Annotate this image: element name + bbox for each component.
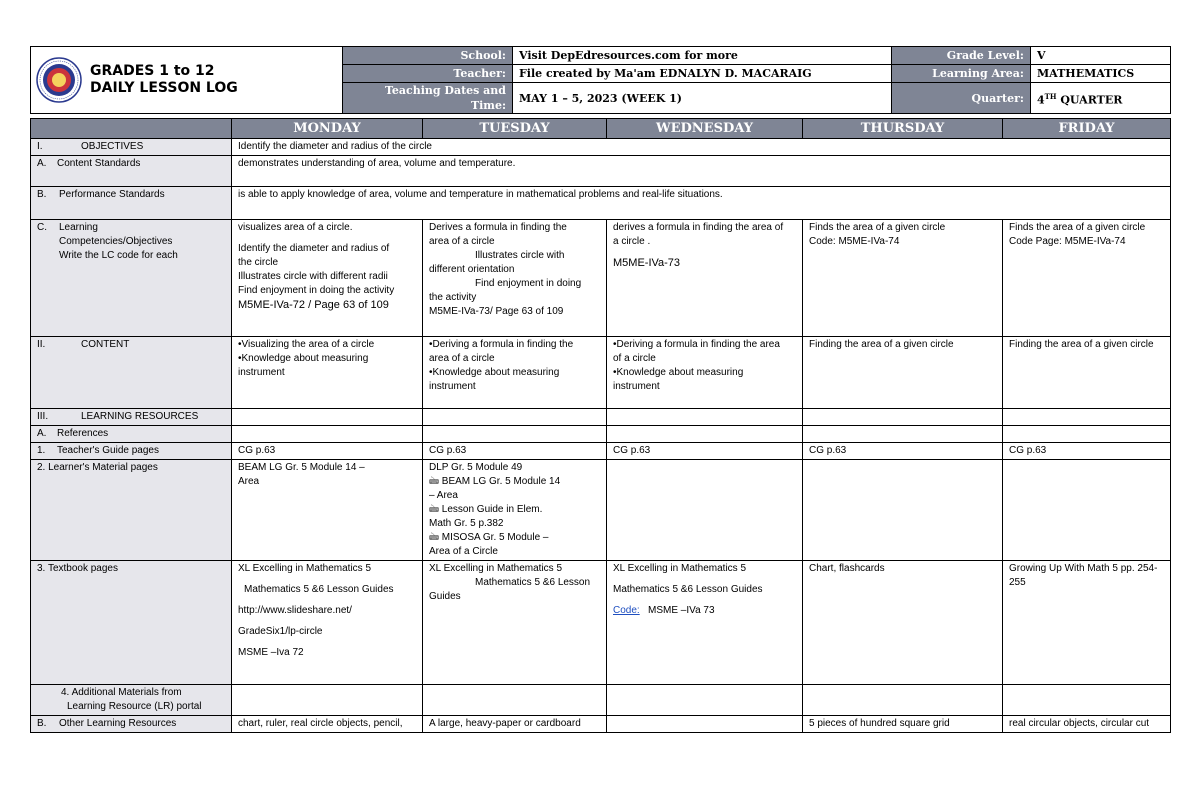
additional-materials-row xyxy=(31,685,1171,716)
lr-wednesday xyxy=(607,409,803,426)
content-standards-row xyxy=(31,156,1171,187)
day-header-corner xyxy=(31,119,232,139)
content-thursday: Finding the area of a given circle xyxy=(803,337,1003,409)
or-wednesday xyxy=(607,716,803,733)
lesson-log-table xyxy=(30,118,1171,733)
lm-wednesday xyxy=(607,460,803,561)
day-friday: FRIDAY xyxy=(1003,119,1171,139)
quarter-value xyxy=(1031,83,1171,114)
am-friday xyxy=(1003,685,1171,716)
learning-resources-row xyxy=(31,409,1171,426)
lm-tuesday: DLP Gr. 5 Module 49 🖮 BEAM LG Gr. 5 Module 14 – Area 🖮 Lesson Guide in Elem. Math Gr. 5 p.382 🖮 MISOSA Gr. 5 Module – Area of a Circle xyxy=(423,460,607,561)
or-monday: chart, ruler, real circle objects, pencil, xyxy=(232,716,423,733)
ref-thursday xyxy=(803,426,1003,443)
lm-monday: BEAM LG Gr. 5 Module 14 – Area xyxy=(232,460,423,561)
school-label: School: xyxy=(343,47,513,65)
code-link[interactable]: Code: xyxy=(613,605,640,616)
am-wednesday xyxy=(607,685,803,716)
content-row xyxy=(31,337,1171,409)
tg-tuesday: CG p.63 xyxy=(423,443,607,460)
competencies-label: C. Learning Competencies/Objectives Write the LC code for each xyxy=(31,220,232,337)
competencies-tuesday: Derives a formula in finding the area of a circle Illustrates circle with different orientation Find enjoyment in doing the activity M5ME-IVa-73/ Page 63 of 109 xyxy=(423,220,607,337)
objectives-row xyxy=(31,139,1171,156)
references-row xyxy=(31,426,1171,443)
performance-standards-text: is able to apply knowledge of area, volume and temperature in mathematical problems and real-life situations. xyxy=(232,187,1171,220)
content-standards-label: A. Content Standards xyxy=(31,156,232,187)
tb-tuesday: XL Excelling in Mathematics 5 Mathematics 5 &6 Lesson Guides xyxy=(423,561,607,685)
or-tuesday: A large, heavy-paper or cardboard xyxy=(423,716,607,733)
log-title-line1: GRADES 1 to 12 xyxy=(90,63,215,79)
objectives-label: I. OBJECTIVES xyxy=(31,139,232,156)
textbook-label: 3. Textbook pages xyxy=(31,561,232,685)
day-tuesday: TUESDAY xyxy=(423,119,607,139)
lr-tuesday xyxy=(423,409,607,426)
or-friday: real circular objects, circular cut xyxy=(1003,716,1171,733)
am-monday xyxy=(232,685,423,716)
teachers-guide-label: 1. Teacher's Guide pages xyxy=(31,443,232,460)
title-block xyxy=(31,47,343,114)
teacher-label: Teacher: xyxy=(343,65,513,83)
lr-friday xyxy=(1003,409,1171,426)
tg-monday: CG p.63 xyxy=(232,443,423,460)
teaching-dates-label: Teaching Dates and Time: xyxy=(343,83,513,114)
performance-standards-label: B. Performance Standards xyxy=(31,187,232,220)
content-label: II. CONTENT xyxy=(31,337,232,409)
day-thursday: THURSDAY xyxy=(803,119,1003,139)
tb-wednesday: XL Excelling in Mathematics 5 Mathematics 5 &6 Lesson Guides Code: MSME –IVa 73 xyxy=(607,561,803,685)
learners-material-label: 2. Learner's Material pages xyxy=(31,460,232,561)
content-monday: •Visualizing the area of a circle •Knowledge about measuring instrument xyxy=(232,337,423,409)
learning-area-label: Learning Area: xyxy=(892,65,1031,83)
day-header-row xyxy=(31,119,1171,139)
teachers-guide-row xyxy=(31,443,1171,460)
content-friday: Finding the area of a given circle xyxy=(1003,337,1171,409)
teaching-dates-value: MAY 1 – 5, 2023 (WEEK 1) xyxy=(513,83,892,114)
grade-level-value: V xyxy=(1031,47,1171,65)
learners-material-row xyxy=(31,460,1171,561)
deped-seal-icon xyxy=(36,57,82,103)
ref-friday xyxy=(1003,426,1171,443)
content-tuesday: •Deriving a formula in finding the area of a circle •Knowledge about measuring instrument xyxy=(423,337,607,409)
tg-thursday: CG p.63 xyxy=(803,443,1003,460)
textbook-row xyxy=(31,561,1171,685)
ref-wednesday xyxy=(607,426,803,443)
lm-friday xyxy=(1003,460,1171,561)
competencies-wednesday: derives a formula in finding the area of a circle . M5ME-IVa-73 xyxy=(607,220,803,337)
competencies-monday: visualizes area of a circle. Identify the diameter and radius of the circle Illustrates circle with different radii Find enjoyment in doing the activity M5ME-IVa-72 / Page 63 of 109 xyxy=(232,220,423,337)
teacher-value: File created by Ma'am EDNALYN D. MACARAIG xyxy=(513,65,892,83)
tb-friday: Growing Up With Math 5 pp. 254- 255 xyxy=(1003,561,1171,685)
ref-monday xyxy=(232,426,423,443)
competencies-row xyxy=(31,220,1171,337)
or-thursday: 5 pieces of hundred square grid xyxy=(803,716,1003,733)
am-thursday xyxy=(803,685,1003,716)
lr-thursday xyxy=(803,409,1003,426)
other-resources-row xyxy=(31,716,1171,733)
ref-tuesday xyxy=(423,426,607,443)
objectives-text: Identify the diameter and radius of the circle xyxy=(232,139,1171,156)
learning-resources-label: III. LEARNING RESOURCES xyxy=(31,409,232,426)
quarter-label: Quarter: xyxy=(892,83,1031,114)
additional-materials-label: 4. Additional Materials from Learning Resource (LR) portal xyxy=(31,685,232,716)
tg-wednesday: CG p.63 xyxy=(607,443,803,460)
tb-thursday: Chart, flashcards xyxy=(803,561,1003,685)
lr-monday xyxy=(232,409,423,426)
tb-monday: XL Excelling in Mathematics 5 Mathematics 5 &6 Lesson Guides http://www.slideshare.net/ GradeSix1/lp-circle MSME –Iva 72 xyxy=(232,561,423,685)
learning-area-value: MATHEMATICS xyxy=(1031,65,1171,83)
other-resources-label: B. Other Learning Resources xyxy=(31,716,232,733)
header-table xyxy=(30,46,1171,114)
competencies-thursday: Finds the area of a given circle Code: M5ME-IVa-74 xyxy=(803,220,1003,337)
references-label: A. References xyxy=(31,426,232,443)
content-standards-text: demonstrates understanding of area, volume and temperature. xyxy=(232,156,1171,187)
log-title-line2: DAILY LESSON LOG xyxy=(90,80,238,96)
quarter-suffix: TH xyxy=(1044,91,1057,101)
quarter-number: 4 xyxy=(1037,93,1045,107)
school-value: Visit DepEdresources.com for more xyxy=(513,47,892,65)
quarter-word: QUARTER xyxy=(1060,93,1123,107)
performance-standards-row xyxy=(31,187,1171,220)
day-wednesday: WEDNESDAY xyxy=(607,119,803,139)
am-tuesday xyxy=(423,685,607,716)
lm-thursday xyxy=(803,460,1003,561)
day-monday: MONDAY xyxy=(232,119,423,139)
tg-friday: CG p.63 xyxy=(1003,443,1171,460)
content-wednesday: •Deriving a formula in finding the area of a circle •Knowledge about measuring instrument xyxy=(607,337,803,409)
competencies-friday: Finds the area of a given circle Code Page: M5ME-IVa-74 xyxy=(1003,220,1171,337)
grade-level-label: Grade Level: xyxy=(892,47,1031,65)
